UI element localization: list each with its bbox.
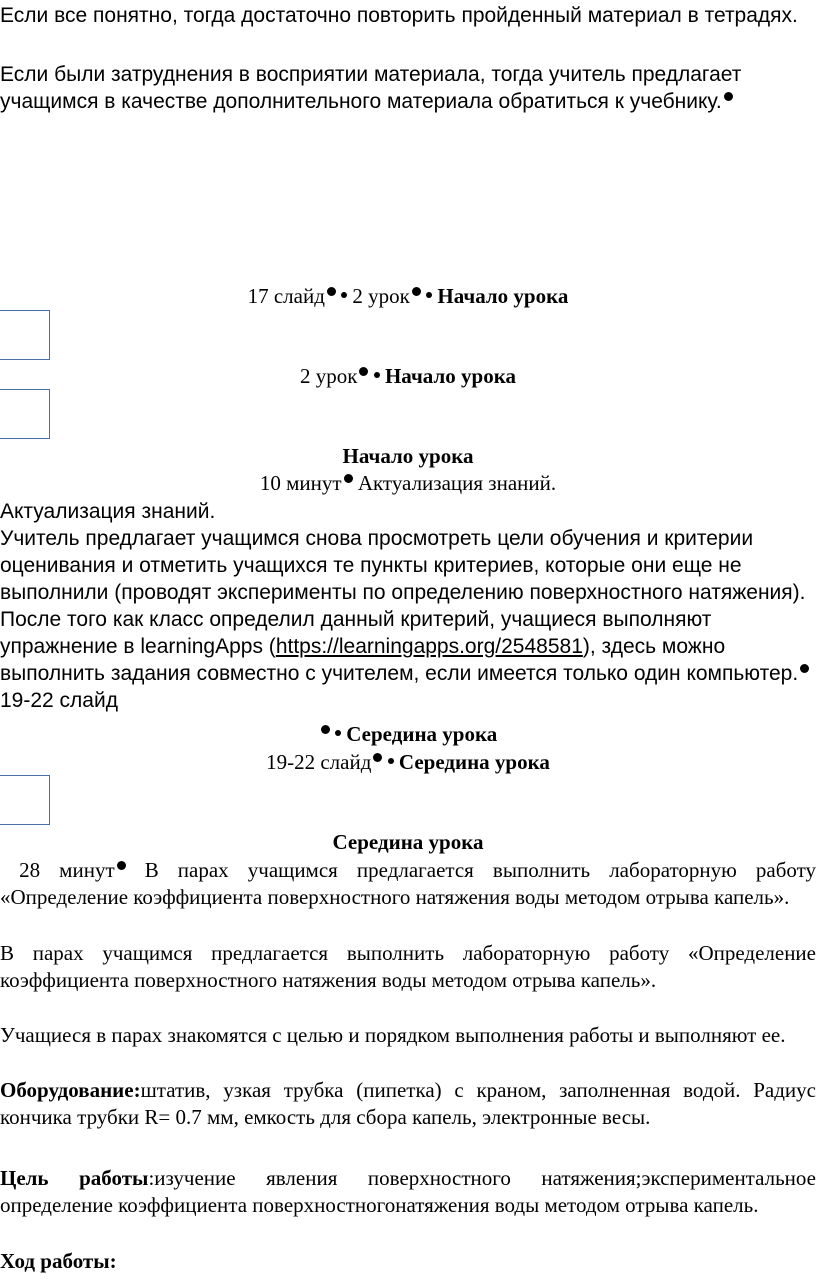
lesson2-line: [0, 363, 816, 390]
intro-text-1: Если все понятно, тогда достаточно повторить пройденный материал в тетрадях.: [0, 4, 798, 27]
bullet-icon: [344, 474, 353, 483]
bullet-icon: [341, 292, 347, 298]
progress-label: Ход работы:: [0, 1249, 117, 1273]
bullet-icon: [117, 861, 126, 870]
middle-time-paragraph: [0, 857, 816, 911]
intro-text-2: Если были затруднения в восприятии материала, тогда учитель предлагает учащимся в качестве дополнительного материала обратиться к учебнику.: [0, 63, 742, 113]
equipment-text: штатив, узкая трубка (пипетка) с краном, заполненная водой. Радиус кончика трубки R= 0.7 мм, емкость для сбора капель, электронные весы.: [0, 1078, 816, 1129]
middle-paragraph-2: [0, 1022, 816, 1049]
image-placeholder-box: [0, 389, 50, 439]
paragraph-text: ), здесь можно выполнить задания совместно с учителем, если имеется только один компьютер.: [0, 635, 799, 685]
middle-heading: [0, 829, 816, 856]
bullet-icon: [373, 753, 382, 762]
start-paragraph: [0, 525, 816, 714]
bullet-icon: [412, 287, 421, 296]
bullet-icon: [335, 730, 341, 736]
paragraph-text: В парах учащимся предлагается выполнить лабораторную работу «Определение коэффициента поверхностного натяжения воды методом отрыва капель».: [0, 941, 816, 992]
section-heading: Середина урока: [332, 830, 484, 854]
bullet-icon: [388, 758, 394, 764]
slide-label: 17 слайд: [247, 284, 325, 308]
section-label: Середина урока: [346, 722, 498, 746]
time-text: Актуализация знаний.: [357, 471, 557, 495]
start-middle-line: [0, 721, 816, 748]
paragraph-text: Учащиеся в парах знакомятся с целью и порядком выполнения работы и выполняют ее.: [0, 1023, 786, 1047]
bullet-icon: [327, 287, 336, 296]
goal-paragraph: [0, 1165, 816, 1219]
progress-heading: [0, 1248, 816, 1275]
intro-paragraph-2: [0, 61, 816, 115]
bullet-icon: [359, 367, 368, 376]
bullet-icon: [724, 92, 733, 101]
image-placeholder-box: [0, 310, 50, 360]
equipment-paragraph: [0, 1077, 816, 1131]
bullet-icon: [374, 372, 380, 378]
bullet-icon: [426, 292, 432, 298]
section-label: Середина урока: [398, 750, 550, 774]
time-label: 28 минут: [19, 858, 115, 882]
intro-paragraph-1: [0, 2, 816, 29]
image-placeholder-box: [0, 775, 50, 825]
slide-label: 19-22 слайд: [266, 750, 372, 774]
start-heading: [0, 443, 816, 470]
slide-label: 19-22 слайд: [0, 689, 118, 712]
section-label: Начало урока: [384, 364, 516, 388]
lesson-label: 2 урок: [300, 364, 358, 388]
actualization-text: Актуализация знаний.: [0, 500, 216, 523]
time-text: В парах учащимся предлагается выполнить лабораторную работу «Определение коэффициента поверхностного натяжения воды методом отрыва капель».: [0, 858, 816, 909]
bullet-icon: [800, 664, 809, 673]
slide17-line: [0, 283, 816, 310]
equipment-label: Оборудование:: [0, 1078, 141, 1102]
actualization-line: [0, 498, 816, 525]
bullet-icon: [321, 725, 330, 734]
paragraph-text: Учитель предлагает учащимся снова просмотреть цели обучения и критерии оценивания и отметить учащихся те пункты критериев, которые они еще не выполнили (проводят эксперименты по определению поверхностного натяжения). После того как класс определил данный критерий, учащиеся выполняют упражнение в learningApps (: [0, 527, 806, 658]
section-heading: Начало урока: [342, 444, 474, 468]
start-time-line: [0, 470, 816, 497]
goal-label: Цель работы: [0, 1166, 149, 1190]
section-label: Начало урока: [437, 284, 569, 308]
lesson-label: 2 урок: [352, 284, 410, 308]
middle-paragraph-1: [0, 940, 816, 994]
goal-text: :изучение явления поверхностного натяжения;экспериментальное определение коэффициента поверхностногонатяжения воды методом отрыва капель.: [0, 1166, 816, 1217]
learningapps-link[interactable]: https://learningapps.org/2548581: [275, 635, 583, 658]
slide19-line: [0, 749, 816, 776]
time-label: 10 минут: [259, 471, 342, 495]
